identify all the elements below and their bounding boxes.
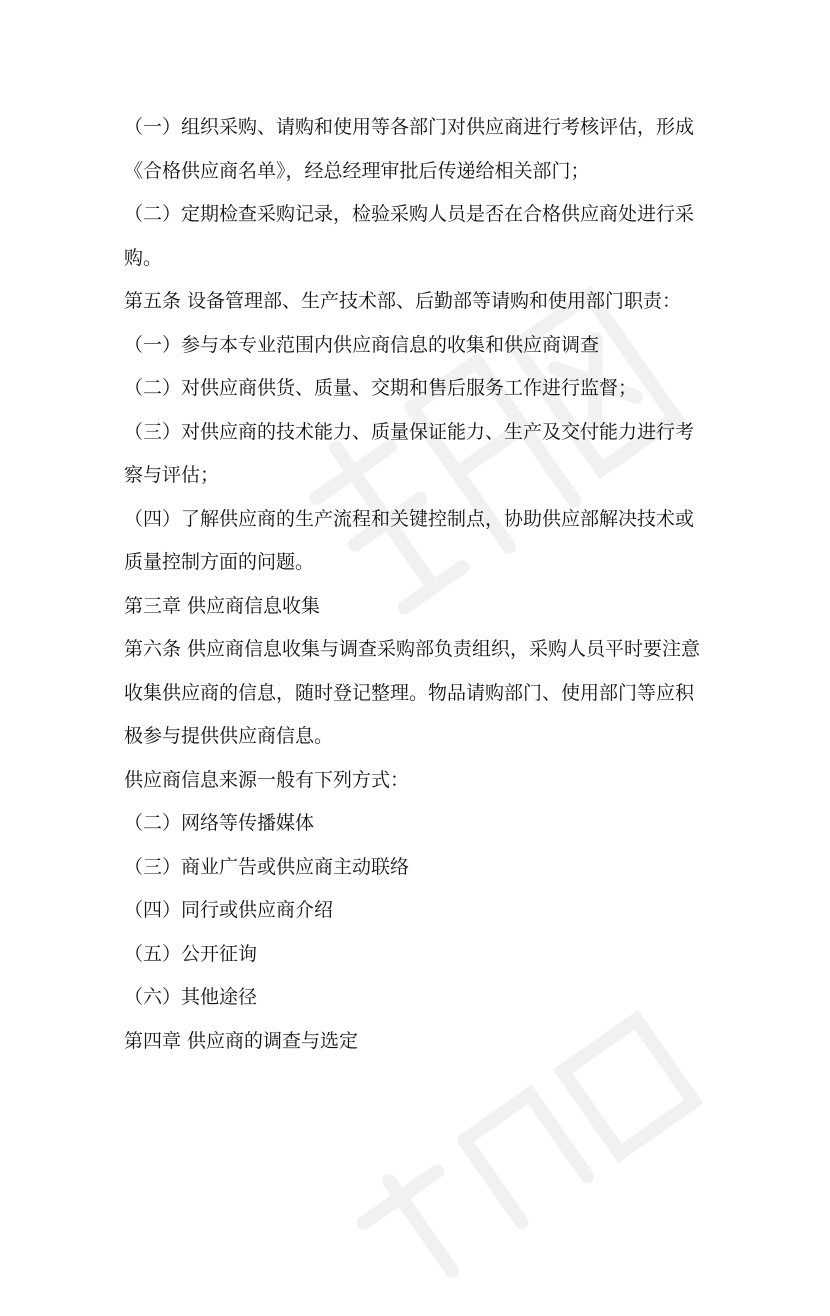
source-item-6: （六）其他途径 <box>124 986 258 1008</box>
paragraph-4: （一）参与本专业范围内供应商信息的收集和供应商调查 <box>124 333 600 356</box>
paragraph-5: （二）对供应商供货、质量、交期和售后服务工作进行监督； <box>124 377 638 399</box>
paragraph-6: （三）对供应商的技术能力、质量保证能力、生产及交付能力进行考察与评估； <box>124 420 695 486</box>
sources-intro: 供应商信息来源一般有下列方式： <box>124 768 410 791</box>
source-item-5: （五）公开征询 <box>124 942 258 965</box>
chapter-3-heading: 第三章 供应商信息收集 <box>124 594 321 617</box>
paragraph-1: （一）组织采购、请购和使用等各部门对供应商进行考核评估，形成《合格供应商名单》，经总经理审批后传递给相关部门； <box>124 116 695 182</box>
source-item-4: （四）同行或供应商介绍 <box>124 899 334 921</box>
paragraph-2: （二）定期检查采购记录，检验采购人员是否在合格供应商处进行采购。 <box>124 203 695 269</box>
paragraph-7: （四）了解供应商的生产流程和关键控制点，协助供应部解决技术或质量控制方面的问题。 <box>124 507 695 573</box>
article-6-paragraph: 第六条 供应商信息收集与调查采购部负责组织，采购人员平时要注意收集供应商的信息，随时登记整理。物品请购部门、使用部门等应积极参与提供供应商信息。 <box>124 638 701 747</box>
chapter-4-heading: 第四章 供应商的调查与选定 <box>124 1029 359 1052</box>
source-item-3: （三）商业广告或供应商主动联络 <box>124 855 410 878</box>
source-item-2: （二）网络等传播媒体 <box>124 812 315 834</box>
article-5-heading: 第五条 设备管理部、生产技术部、后勤部等请购和使用部门职责： <box>124 290 682 312</box>
